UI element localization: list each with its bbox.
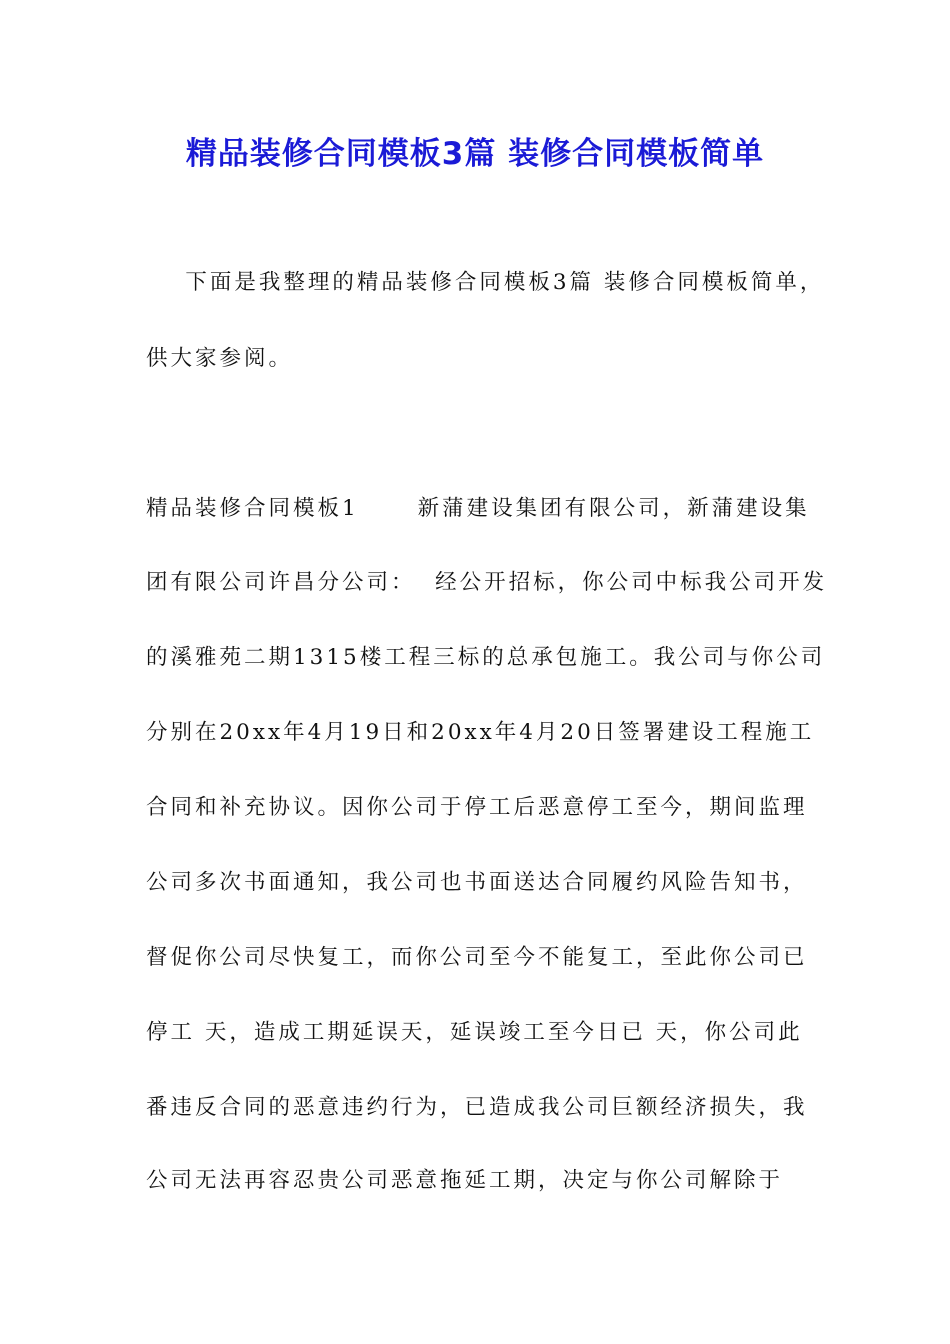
body-line-10: 公司无法再容忍贵公司恶意拖延工期，决定与你公司解除于 — [146, 1168, 784, 1193]
body-line-4: 分别在20xx年4月19日和20xx年4月20日签署建设工程施工 — [146, 720, 815, 745]
intro-line-2: 供大家参阅。 — [146, 346, 294, 371]
body-line-7: 督促你公司尽快复工，而你公司至今不能复工，至此你公司已 — [146, 945, 808, 970]
body-line-9: 番违反合同的恶意违约行为，已造成我公司巨额经济损失，我 — [146, 1095, 808, 1120]
document-title: 精品装修合同模板3篇 装修合同模板简单 — [185, 136, 765, 172]
intro-line-1: 下面是我整理的精品装修合同模板3篇 装修合同模板简单， — [146, 270, 825, 295]
body-line-3: 的溪雅苑二期1315楼工程三标的总承包施工。我公司与你公司 — [146, 645, 826, 670]
body-line-2: 团有限公司许昌分公司： 经公开招标，你公司中标我公司开发 — [146, 570, 828, 595]
body-line-1: 精品装修合同模板1 新蒲建设集团有限公司，新蒲建设集 — [146, 496, 810, 521]
body-line-8: 停工 天，造成工期延误天，延误竣工至今日已 天，你公司此 — [146, 1020, 803, 1045]
body-line-5: 合同和补充协议。因你公司于停工后恶意停工至今，期间监理 — [146, 795, 808, 820]
body-line-6: 公司多次书面通知，我公司也书面送达合同履约风险告知书， — [146, 870, 808, 895]
